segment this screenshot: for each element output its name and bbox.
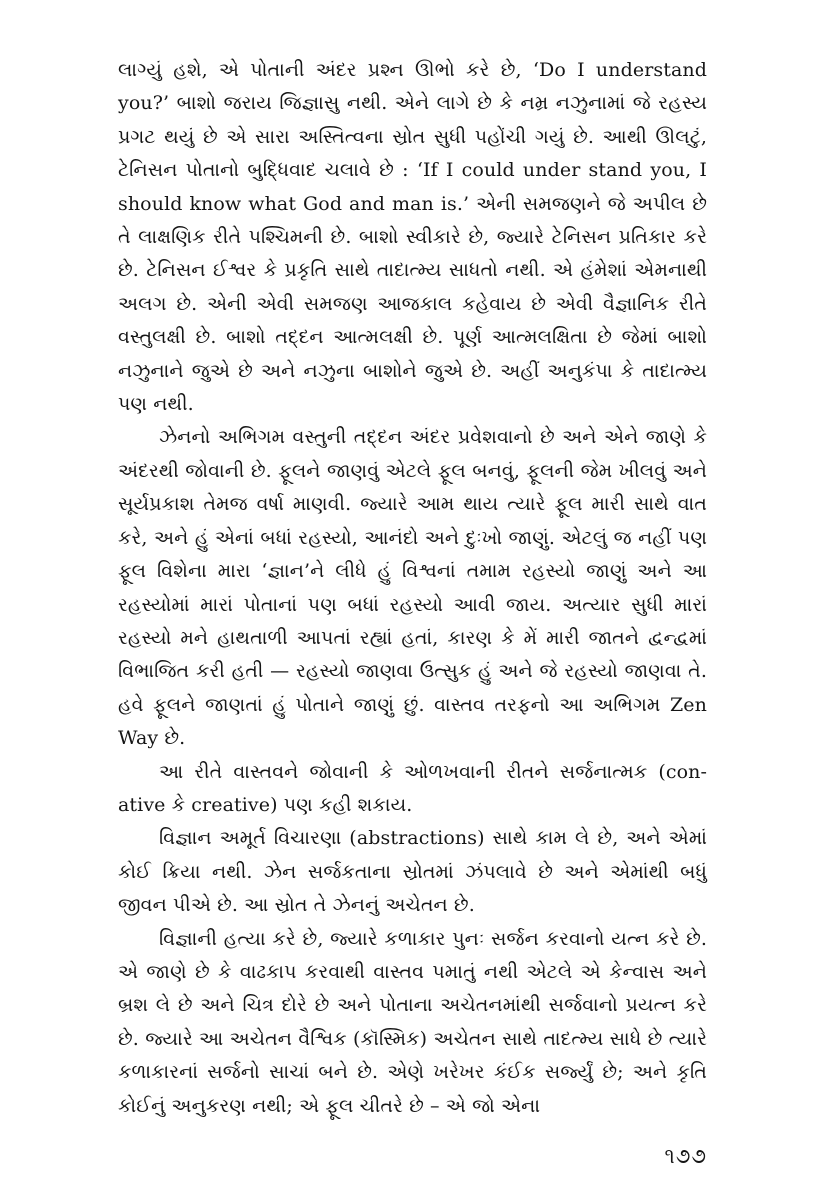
paragraph-zen-approach: ઝેનનો અભિગમ વસ્તુની તદ્દન અંદર પ્રવેશવાનો છે અને એને જાણે કે અંદરથી જોવાની છે. ફૂલને જાણવું એટલે ફૂલ બનવું, ફૂલની જેમ ખીલવું અને સૂર્યપ્રકાશ તેમજ વર્ષા માણવી. જ્યારે આમ થાય ત્યારે ફૂલ મારી સાથે વાત કરે, અને હું એનાં બધાં રહસ્યો, આનંદો અને દુઃખો જાણું. એટલું જ નહીં પણ ફૂલ વિશેના મારા ‘જ્ઞાન’ને લીધે હું વિશ્વનાં તમામ રહસ્યો જાણું અને આ રહસ્યોમાં મારાં પોતાનાં પણ બધાં રહસ્યો આવી જાય. અત્યાર સુધી મારાં રહસ્યો મને હાથતાળી આપતાં રહ્યાં હતાં, કારણ કે મેં મારી જાતને દ્વન્દ્વમાં વિભાજિત કરી હતી — રહસ્યો જાણવા ઉત્સુક હું અને જે રહસ્યો જાણવા તે. હવે ફૂલને જાણતાં હું પોતાને જાણું છું. વાસ્તવ તરફનો આ અભિગમ Zen Way છે. bbox=[118, 426, 707, 750]
page-number: ૧૭૭ bbox=[664, 1144, 707, 1168]
paragraph-creative-knowing: આ રીતે વાસ્તવને જોવાની કે ઓળખવાની રીતને સર્જનાત્મક (con-ative કે creative) પણ કહી શકાય. bbox=[118, 760, 707, 816]
paragraph-science-abstractions: વિજ્ઞાન અમૂર્ત વિચારણા (abstractions) સાથે કામ લે છે, અને એમાં કોઈ ક્રિયા નથી. ઝેન સર્જકતાના સ્રોતમાં ઝંપલાવે છે અને એમાંથી બધું જીવન પીએ છે. આ સ્રોત તે ઝેનનું અચેતન છે. bbox=[118, 827, 707, 917]
paragraph-continuation: લાગ્યું હશે, એ પોતાની અંદર પ્રશ્ન ઊભો કરે છે, ‘Do I understand you?’ બાશો જરાય જિજ્ઞાસુ નથી. એને લાગે છે કે નમ્ર નઝુનામાં જે રહસ્ય પ્રગટ થયું છે એ સારા અસ્તિત્વના સ્રોત સુધી પહોંચી ગયું છે. આથી ઊલટું, ટેનિસન પોતાનો બુદ્ધિવાદ ચલાવે છે : ‘If I could under stand you, I should know what God and man is.’ એની સમજણને જે અપીલ છે તે લાક્ષણિક રીતે પશ્ચિમની છે. બાશો સ્વીકારે છે, જ્યારે ટેનિસન પ્રતિકાર કરે છે. ટેનિસન ઈશ્વર કે પ્રકૃતિ સાથે તાદાત્મ્ય સાધતો નથી. એ હંમેશાં એમનાથી અલગ છે. એની એવી સમજણ આજકાલ કહેવાય છે એવી વૈજ્ઞાનિક રીતે વસ્તુલક્ષી છે. બાશો તદ્દન આત્મલક્ષી છે. પૂર્ણ આત્મલક્ષિતા છે જેમાં બાશો નઝુનાને જુએ છે અને નઝુના બાશોને જુએ છે. અહીં અનુકંપા કે તાદાત્મ્ય પણ નથી. bbox=[118, 59, 707, 416]
paragraph-artist-creation: વિજ્ઞાની હત્યા કરે છે, જ્યારે કળાકાર પુનઃ સર્જન કરવાનો યત્ન કરે છે. એ જાણે છે કે વાઢકાપ કરવાથી વાસ્તવ પમાતું નથી એટલે એ કેન્વાસ અને બ્રશ લે છે અને ચિત્ર દોરે છે અને પોતાના અચેતનમાંથી સર્જવાનો પ્રયત્ન કરે છે. જ્યારે આ અચેતન વૈશ્વિક (કૉસ્મિક) અચેતન સાથે તાદત્મ્ય સાધે છે ત્યારે કળાકારનાં સર્જનો સાચાં બને છે. એણે ખરેખર કંઈક સર્જ્યું છે; અને કૃતિ કોઈનું અનુકરણ નથી; એ ફૂલ ચીતરે છે – એ જો એના bbox=[118, 927, 707, 1117]
page-text bbox=[118, 54, 707, 1123]
